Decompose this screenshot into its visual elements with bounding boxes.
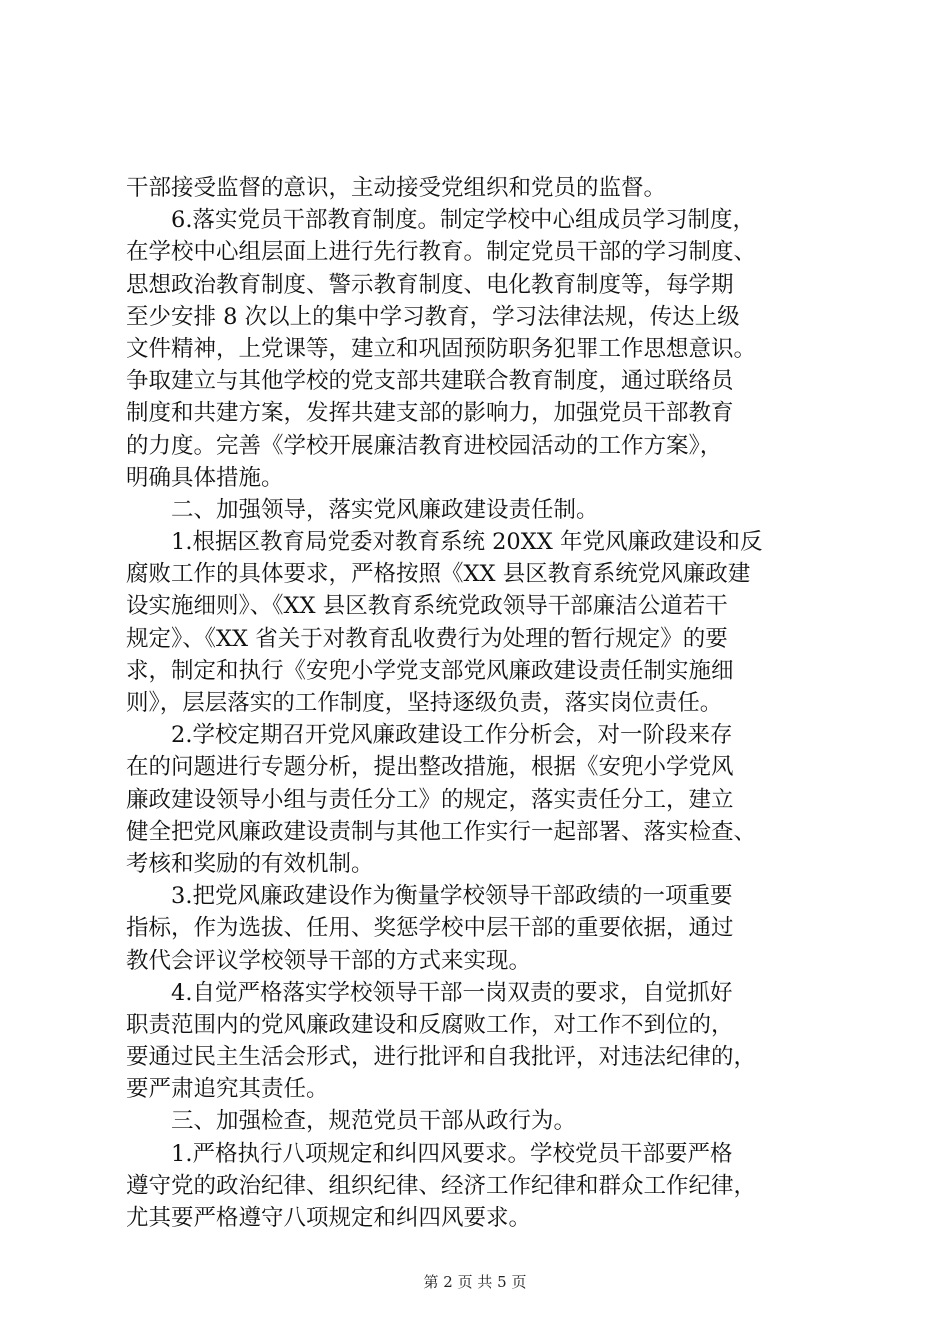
text-line: 3.把党风廉政建设作为衡量学校领导干部政绩的一项重要 [171,883,733,910]
text-line: 要严肃追究其责任。 [126,1076,329,1103]
text-line: 思想政治教育制度、警示教育制度、电化教育制度等，每学期 [126,271,734,298]
text-line: 干部接受监督的意识，主动接受党组织和党员的监督。 [126,175,667,201]
text-line: 腐败工作的具体要求，严格按照《XX 县区教育系统党风廉政建 [126,561,751,588]
text-line: 的力度。完善《学校开展廉洁教育进校园活动的工作方案》， [126,432,723,459]
text-line: 求，制定和执行《安兜小学党支部党风廉政建设责任制实施细 [126,657,734,684]
text-line: 1.根据区教育局党委对教育系统 20XX 年党风廉政建设和反 [171,529,763,556]
text-line: 在学校中心组层面上进行先行教育。制定党员干部的学习制度、 [126,239,757,266]
text-line: 争取建立与其他学校的党支部共建联合教育制度，通过联络员 [126,368,734,395]
text-line: 4.自觉严格落实学校领导干部一岗双责的要求，自觉抓好 [171,979,733,1006]
text-line: 设实施细则》、《XX 县区教育系统党政领导干部廉洁公道若干 [126,593,728,620]
text-line: 文件精神，上党课等，建立和巩固预防职务犯罪工作思想意识。 [126,335,757,362]
text-line: 规定》、《XX 省关于对教育乱收费行为处理的暂行规定》的要 [126,625,728,652]
text-line: 6.落实党员干部教育制度。制定学校中心组成员学习制度， [171,207,755,234]
document-body [126,172,838,1234]
text-line: 教代会评议学校领导干部的方式来实现。 [126,947,532,974]
text-line: 二、加强领导，落实党风廉政建设责任制。 [171,496,599,523]
text-line: 尤其要严格遵守八项规定和纠四风要求。 [126,1205,532,1231]
text-line: 在的问题进行专题分析，提出整改措施，根据《安兜小学党风 [126,754,734,781]
text-line: 职责范围内的党风廉政建设和反腐败工作，对工作不到位的， [126,1011,734,1038]
text-line: 则》，层层落实的工作制度，坚持逐级负责，落实岗位责任。 [126,690,723,716]
text-line: 2.学校定期召开党风廉政建设工作分析会，对一阶段来存 [171,722,733,749]
text-line: 明确具体措施。 [126,464,284,491]
text-line: 1.严格执行八项规定和纠四风要求。学校党员干部要严格 [171,1140,733,1167]
text-line: 遵守党的政治纪律、组织纪律、经济工作纪律和群众工作纪律， [126,1172,757,1199]
text-line: 三、加强检查，规范党员干部从政行为。 [171,1108,577,1135]
text-line: 要通过民主生活会形式，进行批评和自我批评，对违法纪律的， [126,1044,757,1071]
text-line: 廉政建设领导小组与责任分工》的规定，落实责任分工，建立 [126,786,734,813]
page-footer: 第 2 页 共 5 页 [423,1273,527,1291]
text-line: 指标，作为选拔、任用、奖惩学校中层干部的重要依据，通过 [126,915,734,942]
text-line: 健全把党风廉政建设责制与其他工作实行一起部署、落实检查、 [126,818,757,845]
text-line: 至少安排 8 次以上的集中学习教育，学习法律法规，传达上级 [126,303,740,330]
text-line: 制度和共建方案，发挥共建支部的影响力，加强党员干部教育 [126,400,734,427]
text-line: 考核和奖励的有效机制。 [126,850,374,877]
